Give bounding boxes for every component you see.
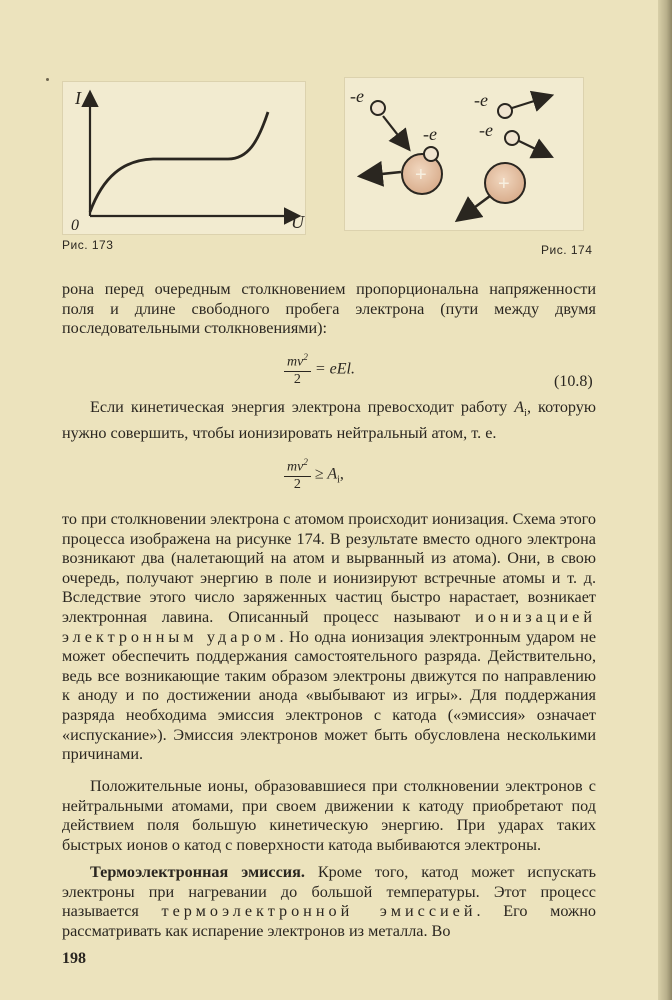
paragraph-5: [62, 863, 596, 941]
equation-number: (10.8): [554, 373, 593, 390]
formula-1-exp: 2: [303, 352, 308, 362]
work-symbol: A: [514, 398, 525, 416]
page-speck: [46, 78, 49, 81]
formula-1-fraction: [284, 352, 311, 388]
paragraph-5-b: . Его можно рассматривать как испарение электронов из металла. Во: [62, 902, 596, 940]
formula-2-exp: 2: [303, 457, 308, 467]
formula-2-fraction: [284, 457, 311, 493]
section-heading-thermionic: Термоэлектронная эмиссия.: [90, 863, 305, 881]
x-axis-label: U: [291, 212, 304, 232]
paragraph-2-start: Если кинетическая энергия электрона превосходит работу: [90, 398, 515, 416]
formula-ionization-condition: [284, 457, 344, 493]
term-impact-ionization: ионизацией электронным ударом: [62, 607, 596, 646]
formula-1-rhs: = eEl.: [314, 360, 355, 378]
paragraph-3-b: . Но одна ионизация электронным ударом не может обеспечить поддержания самостоятельного разряда. Действительно, ведь все возникающие таким образом электроны движутся по направлению к аноду и по достижении анода «выбывают из игры». Для поддержания разряда необходима эмиссия электронов с катода («эмиссия» означает «испускание»). Эмиссия электронов может быть обусловлена несколькими причинами.: [62, 627, 597, 764]
electron-3: [498, 104, 512, 118]
paragraph-3-a: то при столкновении электрона с атомом происходит ионизация. Схема этого процесса изображена на рисунке 174. В результате вместо одного электрона возникают два (налетающий на атом и вырванный из атома). Они, в свою очередь, получают энергию в поле и ионизируют встречные атомы и т. д. Вследствие этого число заряженных частиц быстро нарастает, возникает электронная лавина. Описанный процесс называют: [62, 510, 596, 626]
ion-2-charge: +: [498, 173, 510, 195]
iv-curve: [90, 112, 268, 212]
paragraph-4-text: Положительные ионы, образовавшиеся при столкновении электронов с нейтральными атомами, при своем движении к катоду приобретают под действием поля большую кинетическую энергию. При ударах таких быстрых ионов о катод с поверхности катода выбиваются электроны.: [62, 777, 596, 854]
iv-curve-graph: [63, 82, 305, 234]
paragraph-2-end: , которую нужно совершить, чтобы ионизировать нейтральный атом, т. е.: [62, 398, 596, 442]
formula-2-numerator: mv: [287, 459, 304, 475]
work-symbol-sub: i: [524, 408, 527, 420]
formula-2-rhs-end: ,: [339, 465, 344, 483]
ion-1-charge: +: [415, 164, 427, 186]
term-thermionic-emission: термоэлектронной эмиссией: [161, 902, 477, 921]
formula-1-numerator: mv: [287, 354, 304, 370]
caption-174: Рис. 174: [541, 243, 593, 257]
electron-label-1: -e: [350, 86, 364, 106]
paragraph-4: [62, 777, 596, 855]
y-axis-label: I: [75, 88, 81, 108]
figure-173: [63, 82, 305, 234]
figure-174: [345, 78, 583, 230]
electron-4-arrow: [519, 141, 550, 156]
caption-173: Рис. 173: [62, 238, 114, 252]
formula-1-denominator: 2: [293, 371, 301, 387]
electron-label-4: -e: [479, 120, 493, 140]
formula-2-denominator: 2: [293, 476, 301, 492]
ion-1-arrow: [362, 172, 401, 176]
formula-2-rhs: ≥ A: [314, 465, 338, 483]
paragraph-1: [62, 280, 596, 339]
electron-label-3: -e: [474, 90, 488, 110]
formula-2-rhs-sub: i: [337, 474, 340, 486]
page-edge: [658, 0, 672, 1000]
ionization-diagram: [345, 78, 583, 230]
paragraph-2: [62, 398, 596, 443]
origin-label: 0: [71, 217, 79, 234]
paragraph-5-a: Кроме того, катод может испускать электроны при нагревании до большой температуры. Этот процесс называется: [62, 863, 597, 921]
formula-10-8: [284, 352, 355, 388]
electron-3-arrow: [512, 96, 550, 108]
paragraph-1-text: рона перед очередным столкновением пропорциональна напряженности поля и длине свободного пробега электрона (пути между двумя последовательными столкновениями):: [62, 280, 596, 338]
electron-label-2: -e: [423, 124, 437, 144]
electron-4: [505, 131, 519, 145]
paragraph-3: [62, 510, 596, 765]
page-number: 198: [62, 950, 86, 967]
electron-1: [371, 101, 385, 115]
electron-1-arrow: [383, 116, 408, 148]
electron-2: [424, 147, 438, 161]
ion-2-arrow: [459, 196, 490, 219]
